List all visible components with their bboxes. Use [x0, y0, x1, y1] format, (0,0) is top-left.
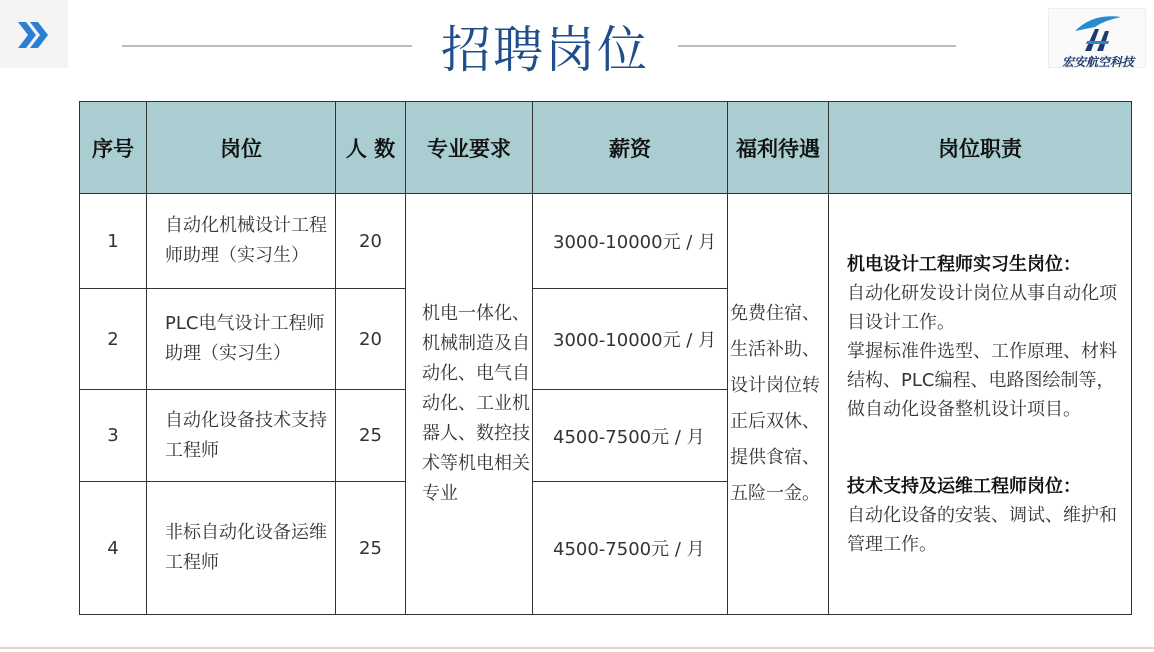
- row-salary: 3000-10000元 / 月: [533, 194, 728, 289]
- duty-text-design-1: 自动化研发设计岗位从事自动化项目设计工作。: [847, 282, 1117, 333]
- row-salary: 4500-7500元 / 月: [533, 390, 728, 482]
- duties: [829, 194, 1132, 615]
- row-position: PLC电气设计工程师助理（实习生）: [147, 289, 336, 390]
- duty-title-design: 机电设计工程师实习生岗位：: [847, 253, 1081, 275]
- row-salary: 3000-10000元 / 月: [533, 289, 728, 390]
- header-major: 专业要求: [406, 102, 533, 194]
- row-count: 25: [336, 390, 406, 482]
- company-logo: [1048, 8, 1146, 68]
- header-count: 人 数: [336, 102, 406, 194]
- plane-logo-icon: [1073, 11, 1123, 53]
- row-count: 25: [336, 482, 406, 615]
- row-no: 4: [80, 482, 147, 615]
- page-title: 招聘岗位: [441, 21, 649, 79]
- bottom-divider: [0, 647, 1154, 649]
- row-no: 2: [80, 289, 147, 390]
- row-count: 20: [336, 194, 406, 289]
- row-position: 自动化机械设计工程师助理（实习生）: [147, 194, 336, 289]
- major-requirement: 机电一体化、机械制造及自动化、电气自动化、工业机器人、数控技术等机电相关专业: [406, 194, 533, 615]
- logo-text: 宏安航空科技: [1061, 55, 1134, 69]
- table-row: [80, 194, 1132, 289]
- benefits: 免费住宿、生活补助、设计岗位转正后双休、提供食宿、五险一金。: [728, 194, 829, 615]
- row-position: 自动化设备技术支持工程师: [147, 390, 336, 482]
- header-position: 岗位: [147, 102, 336, 194]
- title-divider-right: [678, 45, 956, 47]
- header-benefits: 福利待遇: [728, 102, 829, 194]
- row-no: 3: [80, 390, 147, 482]
- table-header-row: [80, 102, 1132, 194]
- duty-title-support: 技术支持及运维工程师岗位：: [847, 475, 1081, 497]
- recruitment-table: [79, 101, 1132, 615]
- header-no: 序号: [80, 102, 147, 194]
- row-salary: 4500-7500元 / 月: [533, 482, 728, 615]
- row-count: 20: [336, 289, 406, 390]
- double-chevron-icon: [16, 20, 50, 50]
- row-no: 1: [80, 194, 147, 289]
- header-duties: 岗位职责: [829, 102, 1132, 194]
- duty-text-design-2: 掌握标准件选型、工作原理、材料结构、PLC编程、电路图绘制等，做自动化设备整机设计项目。: [847, 340, 1117, 420]
- duty-text-support: 自动化设备的安装、调试、维护和管理工作。: [847, 504, 1117, 555]
- header-salary: 薪资: [533, 102, 728, 194]
- title-divider-left: [122, 45, 412, 47]
- nav-chevron-badge: [0, 0, 68, 68]
- row-position: 非标自动化设备运维工程师: [147, 482, 336, 615]
